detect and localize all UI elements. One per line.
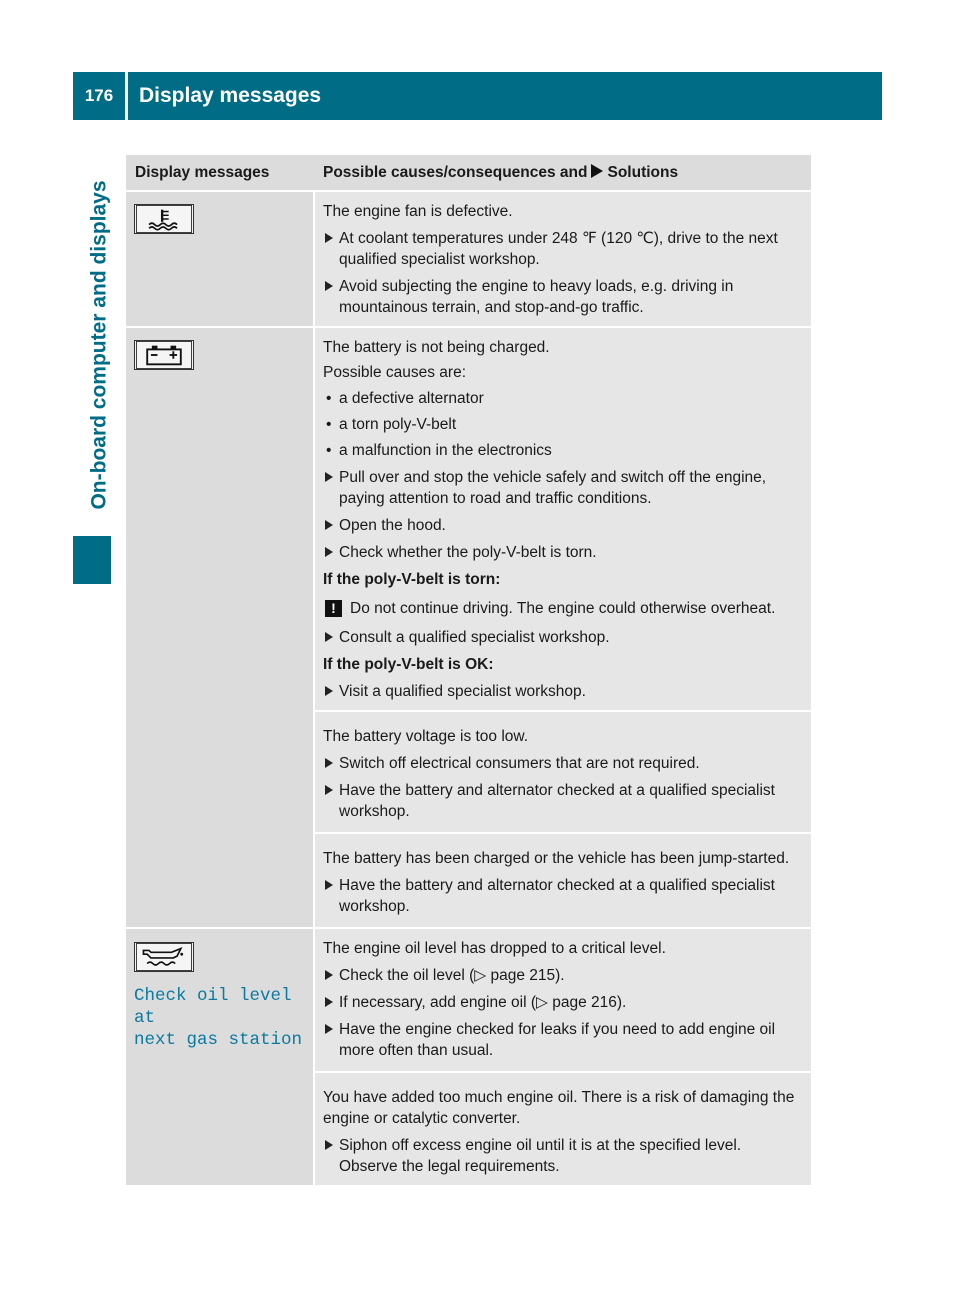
cause-text: The engine fan is defective. xyxy=(323,203,513,220)
step-arrow-icon xyxy=(325,233,333,243)
bullet-icon: • xyxy=(326,416,332,433)
solution-step xyxy=(323,780,803,822)
list-item xyxy=(323,440,803,461)
bullet-text: a malfunction in the electronics xyxy=(339,442,552,459)
solution-step xyxy=(323,753,803,774)
col-header-solutions-pre: Possible causes/consequences and xyxy=(323,164,588,181)
table-row xyxy=(126,928,811,1072)
bullet-text: a torn poly-V-belt xyxy=(339,416,457,433)
step-arrow-icon xyxy=(325,997,333,1007)
solution-step xyxy=(323,1019,803,1061)
solution-cell xyxy=(314,833,811,928)
col-header-solutions-post: Solutions xyxy=(607,164,679,181)
display-messages-table xyxy=(126,155,811,1187)
side-tab-label: On-board computer and displays xyxy=(88,180,111,510)
display-cell-battery xyxy=(126,327,314,928)
warning-text: Do not continue driving. The engine could otherwise overheat. xyxy=(350,600,776,617)
condition-heading: If the poly-V-belt is torn: xyxy=(323,571,501,588)
step-arrow-icon xyxy=(325,970,333,980)
step-text: Consult a qualified specialist workshop. xyxy=(339,629,610,646)
step-arrow-icon xyxy=(325,520,333,530)
step-text: Siphon off excess engine oil until it is at the specified level. Observe the legal requirements. xyxy=(339,1137,742,1175)
solution-step xyxy=(323,467,803,509)
solution-step xyxy=(323,627,803,648)
solution-step xyxy=(323,681,803,702)
cause-text: The engine oil level has dropped to a critical level. xyxy=(323,940,666,957)
step-arrow-icon xyxy=(325,880,333,890)
step-text: Open the hood. xyxy=(339,517,446,534)
bullet-icon: • xyxy=(326,390,332,407)
bullet-icon: • xyxy=(326,442,332,459)
step-text: At coolant temperatures under 248 ℉ (120 ℃), drive to the next qualified specialist workshop. xyxy=(339,230,778,268)
cause-text: The battery is not being charged. xyxy=(323,339,550,356)
step-text: Check whether the poly-V-belt is torn. xyxy=(339,544,597,561)
list-item xyxy=(323,388,803,409)
step-arrow-icon xyxy=(325,472,333,482)
solution-step xyxy=(323,965,803,986)
step-arrow-icon xyxy=(325,632,333,642)
step-text: Switch off electrical consumers that are not required. xyxy=(339,755,700,772)
step-text: Have the engine checked for leaks if you need to add engine oil more often than usual. xyxy=(339,1021,776,1059)
step-text: Pull over and stop the vehicle safely and switch off the engine, paying attention to road and traffic conditions. xyxy=(339,469,767,507)
table-row xyxy=(126,327,811,711)
solution-cell xyxy=(314,1072,811,1186)
solution-step xyxy=(323,992,803,1013)
solution-step xyxy=(323,1135,803,1177)
step-arrow-icon xyxy=(325,1024,333,1034)
col-header-display-messages: Display messages xyxy=(126,155,314,191)
battery-icon xyxy=(134,340,194,370)
list-item xyxy=(323,414,803,435)
display-cell-oil xyxy=(126,928,314,1186)
solution-step xyxy=(323,875,803,917)
side-tab-marker xyxy=(73,536,111,584)
solution-step xyxy=(323,542,803,563)
step-arrow-icon xyxy=(325,1140,333,1150)
bullet-text: a defective alternator xyxy=(339,390,484,407)
cause-text: You have added too much engine oil. There is a risk of damaging the engine or catalytic converter. xyxy=(323,1089,795,1127)
cause-text: The battery voltage is too low. xyxy=(323,728,529,745)
step-arrow-icon xyxy=(325,547,333,557)
solution-step xyxy=(323,276,803,318)
solution-cell xyxy=(314,928,811,1072)
warning-icon: ! xyxy=(325,600,342,617)
page-number: 176 xyxy=(73,72,125,120)
solution-step xyxy=(323,515,803,536)
solution-cell xyxy=(314,711,811,833)
step-text: Check the oil level (▷ page 215). xyxy=(339,967,565,984)
step-arrow-icon xyxy=(325,785,333,795)
table-row xyxy=(126,191,811,327)
step-text: Have the battery and alternator checked at a qualified specialist workshop. xyxy=(339,877,775,915)
display-cell-coolant xyxy=(126,191,314,327)
coolant-temperature-icon xyxy=(134,204,194,234)
step-arrow-icon xyxy=(325,758,333,768)
oil-level-icon xyxy=(134,942,194,972)
step-arrow-icon xyxy=(325,281,333,291)
page-title: Display messages xyxy=(128,72,882,120)
step-arrow-icon xyxy=(325,686,333,696)
step-text: Avoid subjecting the engine to heavy loads, e.g. driving in mountainous terrain, and stop-and-go traffic. xyxy=(339,278,734,316)
solutions-arrow-icon xyxy=(591,164,603,178)
solution-step xyxy=(323,228,803,270)
display-message-text: Check oil level at next gas station xyxy=(134,986,303,1050)
step-text: Visit a qualified specialist workshop. xyxy=(339,683,586,700)
step-text: Have the battery and alternator checked at a qualified specialist workshop. xyxy=(339,782,775,820)
side-tab xyxy=(78,155,122,535)
table-header-row xyxy=(126,155,811,191)
condition-heading: If the poly-V-belt is OK: xyxy=(323,656,494,673)
solution-cell xyxy=(314,327,811,711)
step-text: If necessary, add engine oil (▷ page 216). xyxy=(339,994,627,1011)
solution-cell xyxy=(314,191,811,327)
warning-note xyxy=(323,598,803,619)
cause-text: Possible causes are: xyxy=(323,364,467,381)
cause-text: The battery has been charged or the vehicle has been jump-started. xyxy=(323,850,790,867)
col-header-solutions xyxy=(314,155,811,191)
